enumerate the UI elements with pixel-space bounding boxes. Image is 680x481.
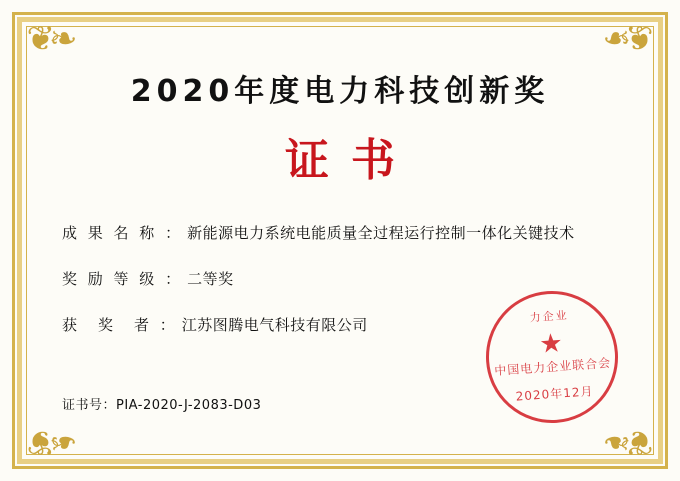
corner-ornament-icon: ❦❧	[26, 20, 72, 58]
field-row-achievement-name	[62, 222, 640, 243]
field-label: 奖 励 等 级 ：	[62, 270, 184, 288]
corner-ornament-icon: ❦❧	[608, 20, 654, 58]
field-value: 新能源电力系统电能质量全过程运行控制一体化关键技术	[187, 224, 575, 242]
corner-ornament-icon: ❦❧	[26, 423, 72, 461]
star-icon: ★	[538, 327, 564, 359]
seal-arc-text: 力企业	[529, 308, 570, 325]
field-value: 二等奖	[187, 270, 234, 288]
certificate-subtitle: 证书	[285, 135, 417, 186]
certificate-content	[40, 40, 640, 441]
field-label: 成 果 名 称 ：	[62, 224, 184, 242]
seal-organization-text: 中国电力企业联合会	[493, 355, 612, 379]
corner-ornament-icon: ❦❧	[608, 423, 654, 461]
certificate-serial-number: 证书号：PIA-2020-J-2083-D03	[62, 398, 262, 413]
field-value: 江苏图腾电气科技有限公司	[181, 316, 368, 334]
field-label: 获 奖 者 ：	[62, 316, 178, 334]
field-row-award-level	[62, 268, 640, 289]
certificate-title: 2020年度电力科技创新奖	[130, 74, 550, 109]
seal-date-text: 2020年12月	[515, 384, 594, 404]
